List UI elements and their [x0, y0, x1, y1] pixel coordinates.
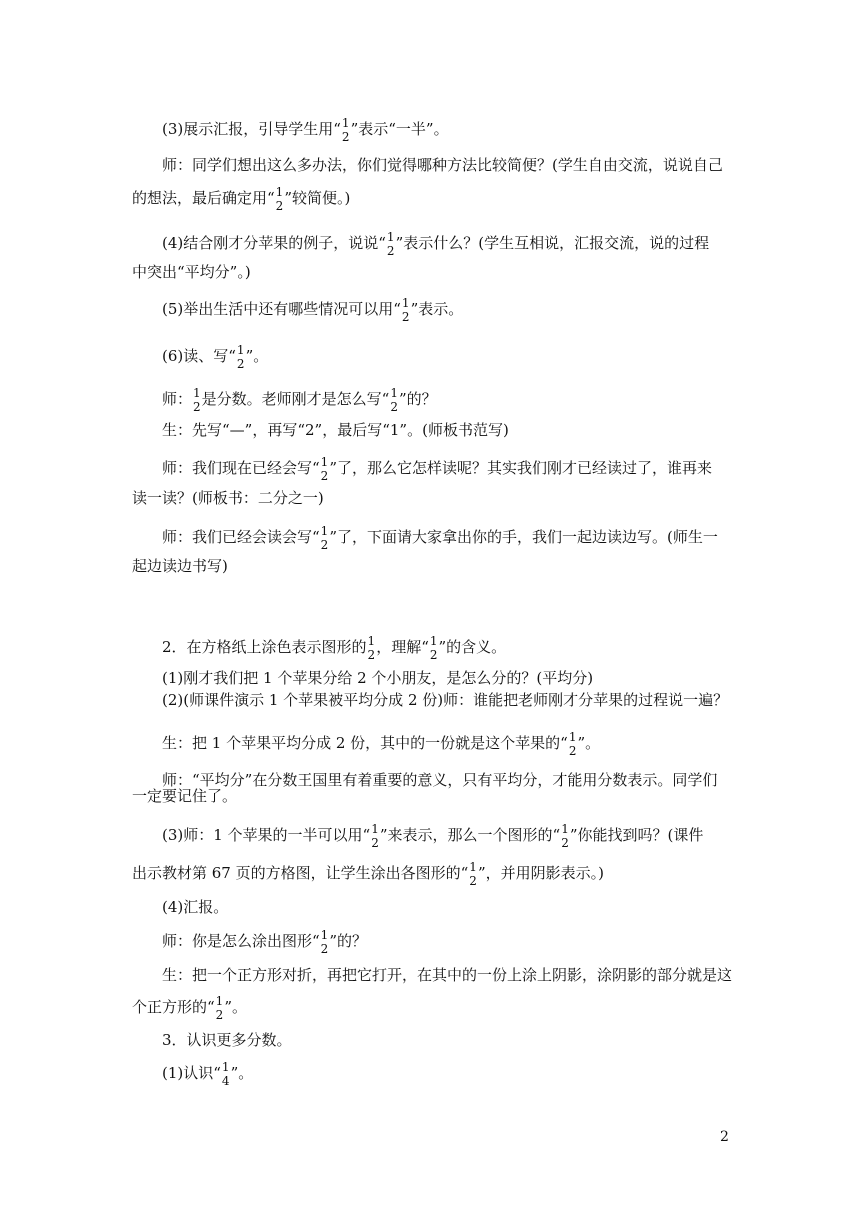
- text-line: (2)(师课件演示 1 个苹果被平均分成 2 份)师：谁能把老师刚才分苹果的过程说一遍？: [162, 691, 729, 709]
- fraction: [469, 860, 477, 888]
- fraction-denominator: 2: [275, 199, 284, 213]
- text-line: 师：我们现在已经会写“ 1 2 ”了，那么它怎样读呢？其实我们刚才已经读过了，谁再来: [162, 455, 712, 483]
- fraction: [321, 928, 329, 956]
- fraction-numerator: 1: [386, 230, 395, 244]
- fraction-numerator: 1: [215, 994, 224, 1008]
- fraction-numerator: 1: [275, 185, 284, 199]
- fraction-denominator: 2: [320, 538, 329, 552]
- text-line: (4)汇报。: [162, 898, 229, 916]
- text-line: 生：把 1 个苹果平均分成 2 份，其中的一份就是这个苹果的“ 1 2 ”。: [162, 730, 601, 758]
- fraction-numerator: 1: [401, 296, 410, 310]
- text-line: (3)展示汇报，引导学生用“ 1 2 ”表示“一半”。: [162, 116, 449, 144]
- text-line: 一定要记住了。: [132, 787, 238, 805]
- fraction-denominator: 2: [568, 744, 577, 758]
- fraction-denominator: 2: [429, 648, 438, 662]
- text-line: (1)认识“ 1 4 ”。: [162, 1060, 254, 1088]
- fraction: [222, 1060, 230, 1088]
- text-line: 师： 1 2 是分数。老师刚才是怎么写“ 1 2 ”的？: [162, 386, 437, 414]
- text-line: (1)刚才我们把 1 个苹果分给 2 个小朋友，是怎么分的？(平均分): [162, 669, 594, 687]
- fraction-numerator: 1: [320, 524, 329, 538]
- text-line: 2．在方格纸上涂色表示图形的 1 2 ，理解“ 1 2 ”的含义。: [162, 634, 507, 662]
- fraction: [371, 822, 379, 850]
- fraction-numerator: 1: [236, 343, 245, 357]
- fraction-numerator: 1: [561, 822, 569, 836]
- fraction-denominator: 2: [320, 469, 329, 483]
- fraction-denominator: 2: [469, 874, 477, 888]
- text-line: (6)读、写“ 1 2 ”。: [162, 343, 269, 371]
- text-line: 师：你是怎么涂出图形“ 1 2 ”的？: [162, 928, 367, 956]
- fraction: [342, 116, 350, 144]
- fraction: [430, 634, 438, 662]
- fraction-numerator: 1: [568, 730, 577, 744]
- fraction-numerator: 1: [320, 928, 329, 942]
- text-line: 师：同学们想出这么多办法，你们觉得哪种方法比较简便？(学生自由交流，说说自己: [162, 156, 723, 174]
- text-line: 生：把一个正方形对折，再把它打开，在其中的一份上涂上阴影，涂阴影的部分就是这: [162, 966, 733, 984]
- text-line: 出示教材第 67 页的方格图，让学生涂出各图形的“ 1 2 ”，并用阴影表示。): [132, 860, 604, 888]
- fraction-denominator: 2: [193, 400, 201, 414]
- fraction-denominator: 2: [367, 648, 376, 662]
- text-line: 的想法，最后确定用“ 1 2 ”较简便。): [132, 185, 351, 213]
- fraction-numerator: 1: [371, 822, 379, 836]
- fraction: [193, 386, 201, 414]
- fraction-denominator: 2: [215, 1008, 224, 1022]
- text-line: 个正方形的“ 1 2 ”。: [132, 994, 247, 1022]
- text-line: 起边读边书写): [132, 557, 228, 575]
- fraction-denominator: 2: [371, 836, 379, 850]
- fraction-denominator: 4: [221, 1074, 230, 1088]
- fraction: [387, 230, 395, 258]
- fraction: [321, 455, 329, 483]
- fraction: [569, 730, 577, 758]
- fraction-numerator: 1: [193, 386, 201, 400]
- fraction: [368, 634, 376, 662]
- fraction: [237, 343, 245, 371]
- fraction-denominator: 2: [390, 400, 398, 414]
- fraction: [321, 524, 329, 552]
- text-line: 读一读？(师板书：二分之一): [132, 489, 324, 507]
- text-line: 生：先写“—”，再写“2”，最后写“1”。(师板书范写): [162, 421, 509, 439]
- fraction-numerator: 1: [469, 860, 477, 874]
- fraction: [561, 822, 569, 850]
- text-line: (5)举出生活中还有哪些情况可以用“ 1 2 ”表示。: [162, 296, 464, 324]
- fraction: [402, 296, 410, 324]
- text-line: (4)结合刚才分苹果的例子，说说“ 1 2 ”表示什么？(学生互相说，汇报交流，说的过程: [162, 230, 710, 258]
- fraction-numerator: 1: [390, 386, 398, 400]
- fraction-denominator: 2: [341, 130, 350, 144]
- text-line: 3．认识更多分数。: [162, 1031, 292, 1049]
- fraction-denominator: 2: [401, 310, 410, 324]
- fraction-denominator: 2: [561, 836, 569, 850]
- fraction-numerator: 1: [341, 116, 350, 130]
- page-number: 2: [720, 1129, 729, 1145]
- fraction-numerator: 1: [320, 455, 329, 469]
- text-line: 师：“平均分”在分数王国里有着重要的意义，只有平均分，才能用分数表示。同学们: [162, 771, 718, 789]
- fraction: [276, 185, 284, 213]
- fraction-denominator: 2: [386, 244, 395, 258]
- text-line: (3)师：1 个苹果的一半可以用“ 1 2 ”来表示，那么一个图形的“ 1 2 ”你能找到吗？(课件: [162, 822, 704, 850]
- fraction: [390, 386, 398, 414]
- fraction-denominator: 2: [236, 357, 245, 371]
- fraction-numerator: 1: [221, 1060, 230, 1074]
- fraction-denominator: 2: [320, 942, 329, 956]
- fraction: [216, 994, 224, 1022]
- text-line: 中突出“平均分”。): [132, 263, 251, 281]
- fraction-numerator: 1: [367, 634, 376, 648]
- fraction-numerator: 1: [429, 634, 438, 648]
- text-line: 师：我们已经会读会写“ 1 2 ”了，下面请大家拿出你的手，我们一起边读边写。(师生一: [162, 524, 718, 552]
